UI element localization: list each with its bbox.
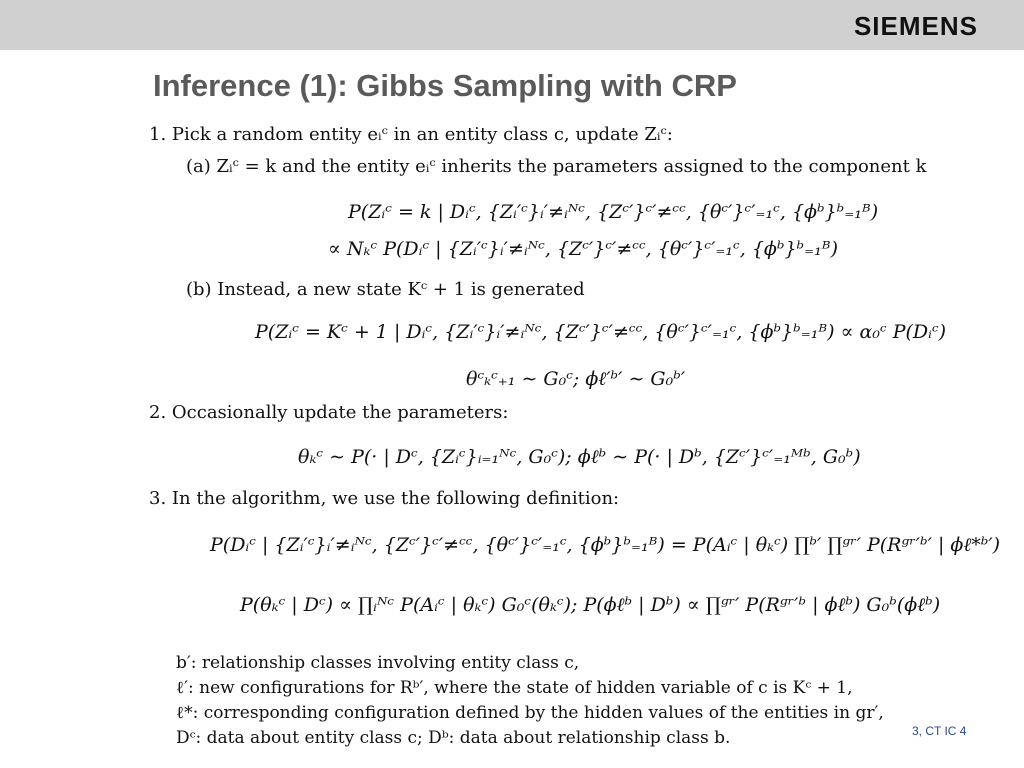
equation-1b-line-1: P(Zᵢᶜ = Kᶜ + 1 | Dᵢᶜ, {Zᵢ′ᶜ}ᵢ′≠ᵢᴺᶜ, {Zᶜ′}ᶜ′≠ᶜᶜ, {θᶜ′}ᶜ′₌₁ᶜ, {ϕᵇ}ᵇ₌₁ᴮ) ∝ α₀ᶜ P(Dᵢᶜ)	[255, 321, 947, 343]
equation-1a-line-1: P(Zᵢᶜ = k | Dᵢᶜ, {Zᵢ′ᶜ}ᵢ′≠ᵢᴺᶜ, {Zᶜ′}ᶜ′≠ᶜᶜ, {θᶜ′}ᶜ′₌₁ᶜ, {ϕᵇ}ᵇ₌₁ᴮ)	[348, 201, 879, 223]
note-l-star: ℓ*: corresponding configuration defined by the hidden values of the entities in gr′,	[176, 703, 884, 723]
footer-text: 3, CT IC 4	[912, 724, 967, 738]
equation-2: θₖᶜ ∼ P(· | Dᶜ, {Zᵢᶜ}ᵢ₌₁ᴺᶜ, G₀ᶜ); ϕℓᵇ ∼ P(· | Dᵇ, {Zᶜ′}ᶜ′₌₁ᴹᵇ, G₀ᵇ)	[298, 446, 861, 468]
equation-1a-line-2: ∝ Nₖᶜ P(Dᵢᶜ | {Zᵢ′ᶜ}ᵢ′≠ᵢᴺᶜ, {Zᶜ′}ᶜ′≠ᶜᶜ, {θᶜ′}ᶜ′₌₁ᶜ, {ϕᵇ}ᵇ₌₁ᴮ)	[328, 238, 838, 260]
note-l-prime: ℓ′: new configurations for Rᵇ′, where the state of hidden variable of c is Kᶜ + 1,	[176, 678, 853, 698]
header-bar	[0, 0, 1024, 50]
step-3-text: 3. In the algorithm, we use the following definition:	[149, 488, 620, 509]
siemens-logo: SIEMENS	[853, 11, 978, 41]
step-1-text: 1. Pick a random entity eᵢᶜ in an entity class c, update Zᵢᶜ:	[149, 124, 673, 145]
equation-3-line-1: P(Dᵢᶜ | {Zᵢ′ᶜ}ᵢ′≠ᵢᴺᶜ, {Zᶜ′}ᶜ′≠ᶜᶜ, {θᶜ′}ᶜ′₌₁ᶜ, {ϕᵇ}ᵇ₌₁ᴮ) = P(Aᵢᶜ | θₖᶜ) ∏ᵇ′ ∏ᵍʳ′ P(Rᵍʳ′ᵇ′ | ϕℓ*ᵇ′)	[210, 534, 1001, 556]
note-b-prime: b′: relationship classes involving entity class c,	[176, 653, 580, 673]
slide-title: Inference (1): Gibbs Sampling with CRP	[153, 68, 737, 103]
step-1a-text: (a) Zᵢᶜ = k and the entity eᵢᶜ inherits the parameters assigned to the component k	[186, 156, 927, 177]
step-1b-text: (b) Instead, a new state Kᶜ + 1 is generated	[186, 279, 585, 300]
equation-3-line-2: P(θₖᶜ | Dᶜ) ∝ ∏ᵢᴺᶜ P(Aᵢᶜ | θₖᶜ) G₀ᶜ(θₖᶜ); P(ϕℓᵇ | Dᵇ) ∝ ∏ᵍʳ′ P(Rᵍʳ′ᵇ | ϕℓᵇ) G₀ᵇ(ϕℓᵇ)	[240, 594, 941, 616]
equation-1b-line-2: θᶜₖᶜ₊₁ ∼ G₀ᶜ; ϕℓ′ᵇ′ ∼ G₀ᵇ′	[466, 368, 686, 390]
step-2-text: 2. Occasionally update the parameters:	[149, 402, 509, 423]
note-data-definitions: Dᶜ: data about entity class c; Dᵇ: data about relationship class b.	[176, 728, 731, 748]
